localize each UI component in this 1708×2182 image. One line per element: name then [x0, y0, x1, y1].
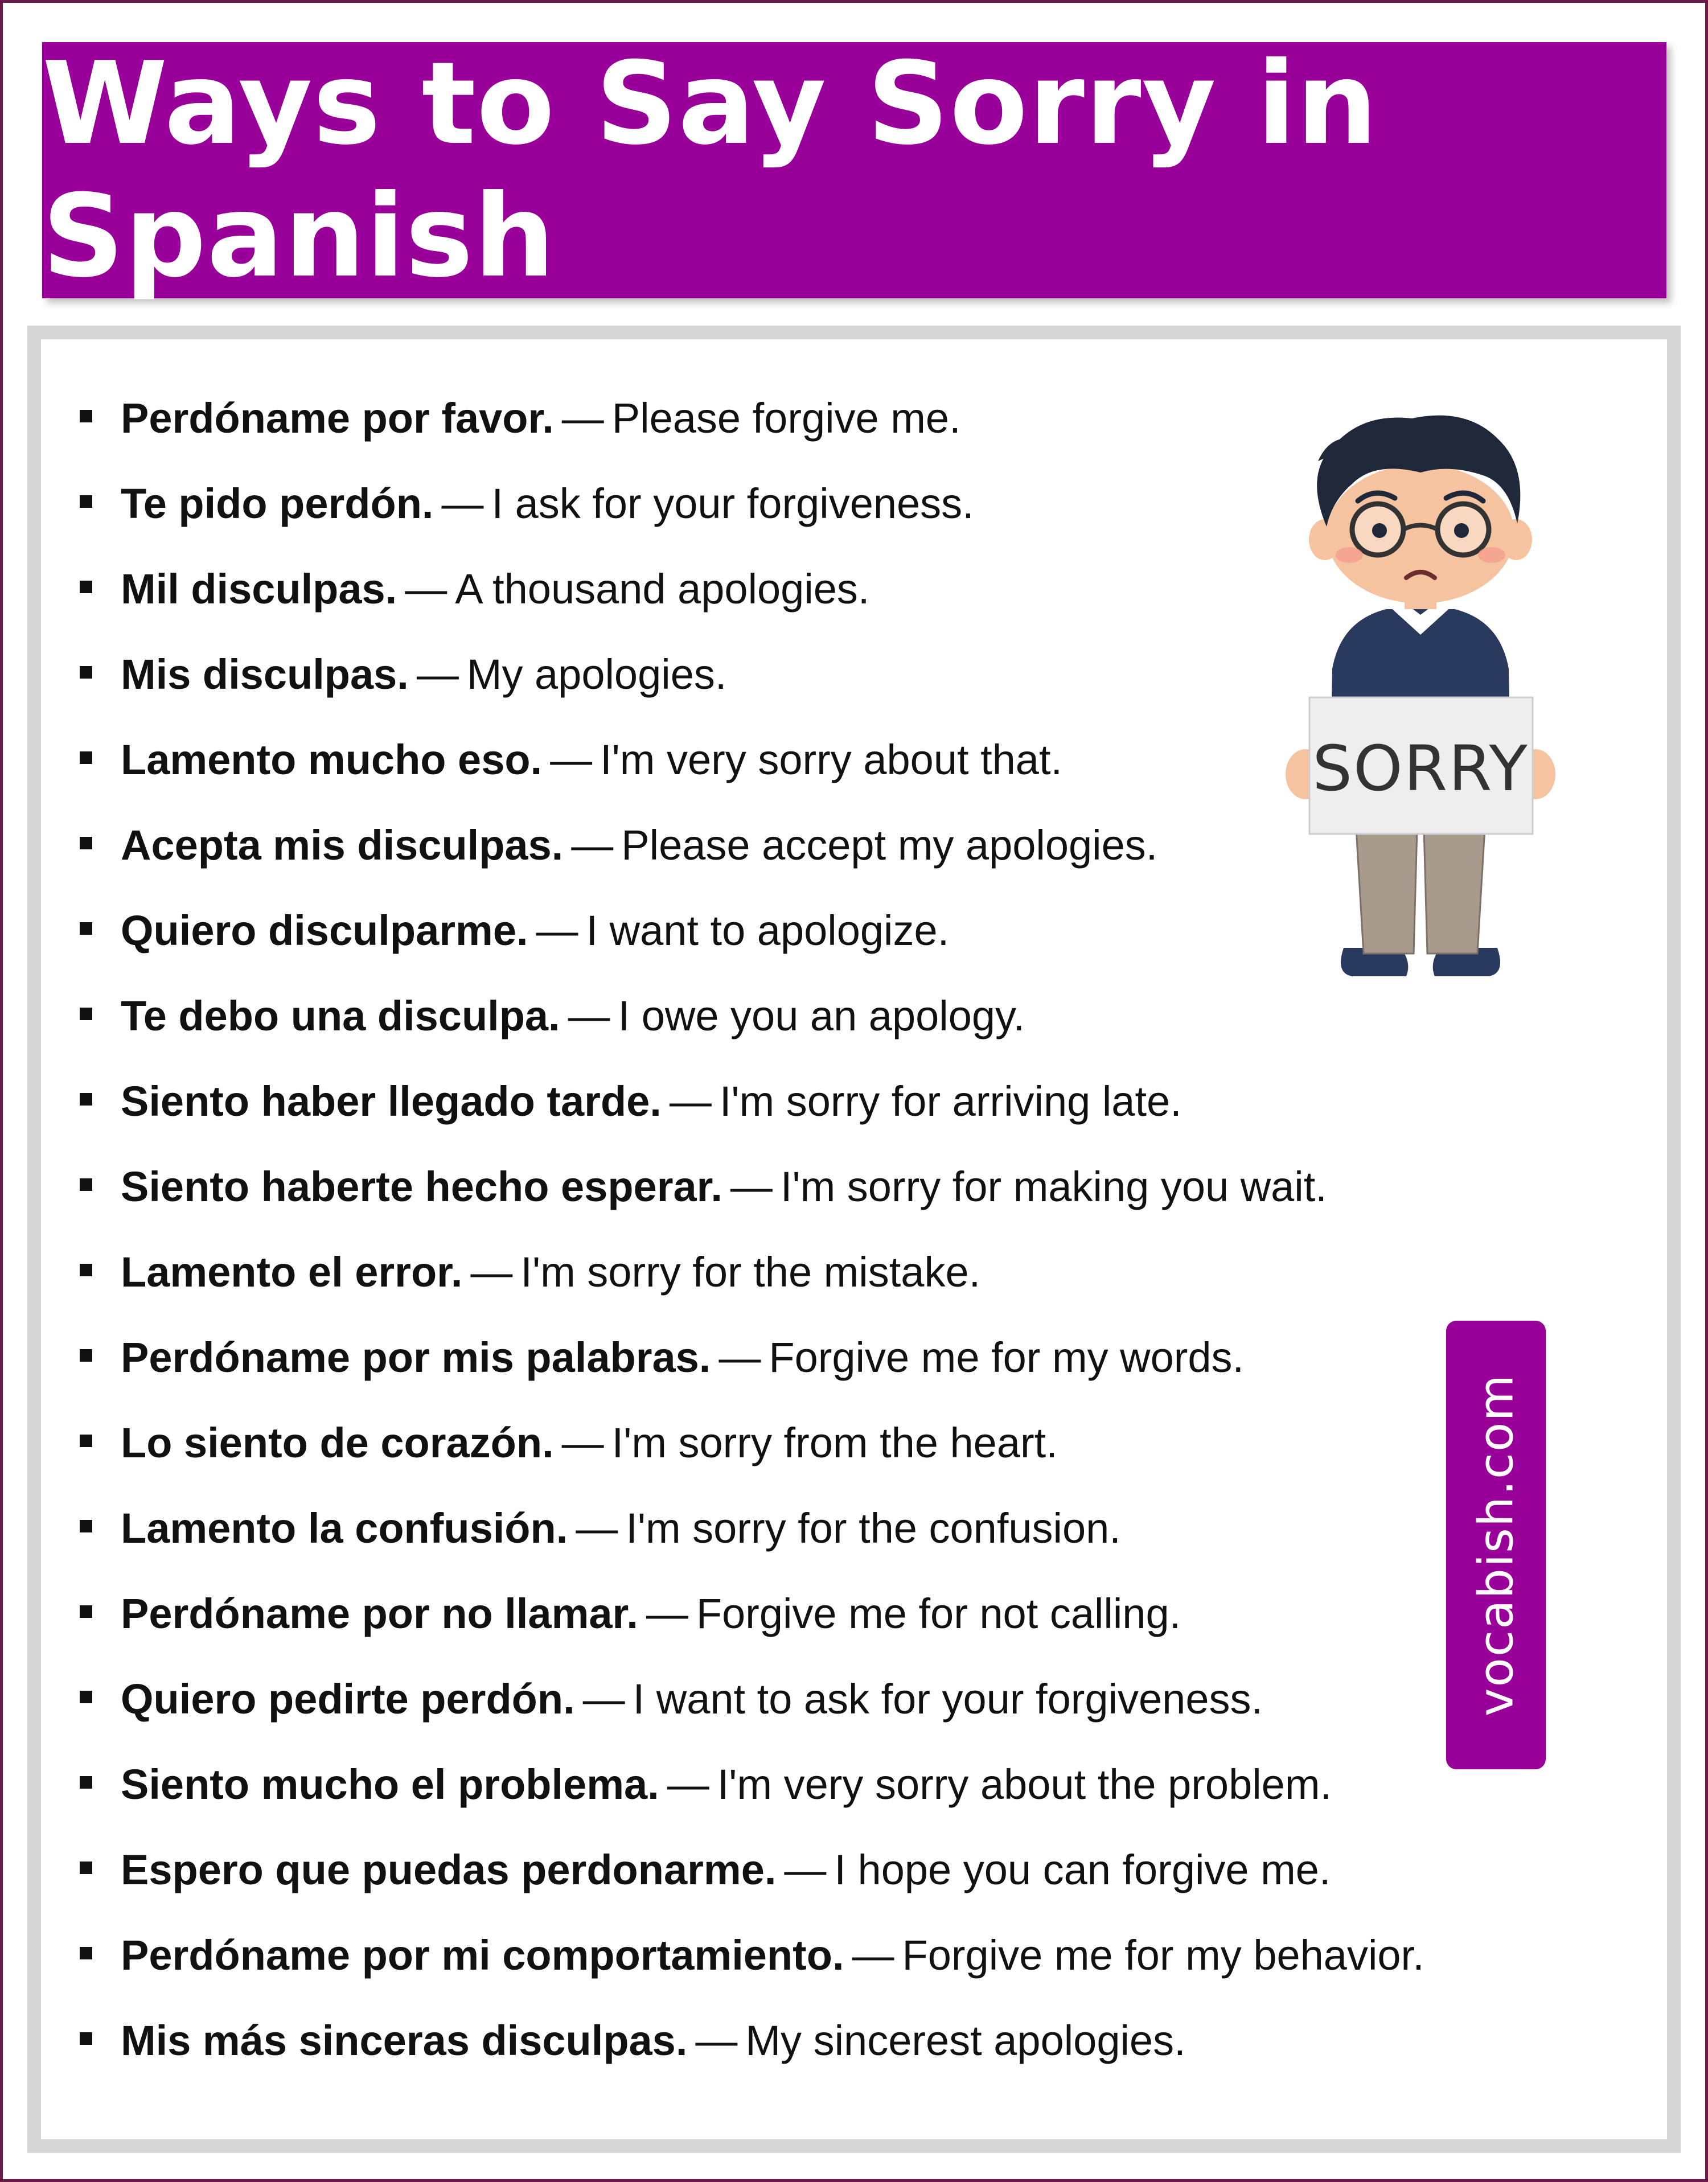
- dash-separator: —: [784, 1846, 827, 1893]
- spanish-phrase: Mis disculpas.: [121, 651, 409, 698]
- bullet-icon: [80, 1435, 92, 1447]
- bullet-icon: [80, 1178, 92, 1191]
- bullet-icon: [80, 1008, 92, 1020]
- spanish-phrase: Lamento mucho eso.: [121, 736, 543, 783]
- bullet-icon: [80, 1264, 92, 1276]
- dash-separator: —: [405, 565, 447, 613]
- spanish-phrase: Te debo una disculpa.: [121, 992, 560, 1039]
- bullet-icon: [80, 837, 92, 849]
- bullet-icon: [80, 1862, 92, 1874]
- list-item: [74, 1749, 1509, 1834]
- dash-separator: —: [561, 395, 604, 442]
- english-translation: Forgive me for my behavior.: [902, 1932, 1424, 1979]
- spanish-phrase: Siento haberte hecho esperar.: [121, 1163, 722, 1210]
- dash-separator: —: [646, 1590, 688, 1637]
- english-translation: I'm sorry for the confusion.: [626, 1505, 1121, 1552]
- dash-separator: —: [536, 907, 578, 954]
- list-item: [74, 1578, 1509, 1663]
- english-translation: I'm sorry from the heart.: [611, 1419, 1058, 1466]
- site-badge: [1446, 1321, 1546, 1769]
- dash-separator: —: [470, 1248, 513, 1296]
- english-translation: I'm very sorry about that.: [600, 736, 1063, 783]
- list-item: [74, 1663, 1509, 1749]
- english-translation: My apologies.: [466, 651, 727, 698]
- english-translation: Forgive me for not calling.: [696, 1590, 1181, 1637]
- english-translation: I want to apologize.: [586, 907, 950, 954]
- bullet-icon: [80, 1349, 92, 1362]
- dash-separator: —: [667, 1761, 709, 1808]
- spanish-phrase: Siento haber llegado tarde.: [121, 1078, 662, 1125]
- english-translation: I hope you can forgive me.: [834, 1846, 1331, 1893]
- english-translation: A thousand apologies.: [455, 565, 870, 613]
- english-translation: I'm sorry for making you wait.: [780, 1163, 1327, 1210]
- dash-separator: —: [695, 2017, 738, 2064]
- site-url: vocabish.com: [1468, 1373, 1524, 1717]
- list-item: [74, 1493, 1509, 1578]
- spanish-phrase: Lo siento de corazón.: [121, 1419, 554, 1466]
- dash-separator: —: [582, 1675, 625, 1723]
- list-item: [74, 1920, 1509, 2005]
- english-translation: I want to ask for your forgiveness.: [633, 1675, 1263, 1723]
- bullet-icon: [80, 1776, 92, 1789]
- dash-separator: —: [730, 1163, 773, 1210]
- title-banner: [42, 38, 1666, 303]
- english-translation: Please forgive me.: [611, 395, 961, 442]
- dash-separator: —: [416, 651, 459, 698]
- english-translation: I ask for your forgiveness.: [491, 480, 974, 527]
- english-translation: Forgive me for my words.: [769, 1334, 1245, 1381]
- sign-text: SORRY: [1312, 732, 1529, 805]
- english-translation: I'm sorry for the mistake.: [520, 1248, 981, 1296]
- dash-separator: —: [441, 480, 484, 527]
- english-translation: I'm very sorry about the problem.: [717, 1761, 1332, 1808]
- english-translation: Please accept my apologies.: [621, 821, 1158, 869]
- spanish-phrase: Lamento el error.: [121, 1248, 463, 1296]
- sorry-boy-illustration: [1278, 410, 1563, 1013]
- dash-separator: —: [550, 736, 593, 783]
- bullet-icon: [80, 1947, 92, 1959]
- boy-figure: [1286, 416, 1555, 976]
- bullet-icon: [80, 666, 92, 679]
- spanish-phrase: Mil disculpas.: [121, 565, 397, 613]
- dash-separator: —: [576, 1505, 618, 1552]
- bullet-icon: [80, 922, 92, 935]
- dash-separator: —: [561, 1419, 604, 1466]
- bullet-icon: [80, 751, 92, 764]
- sorry-sign: [1309, 697, 1533, 834]
- dash-separator: —: [669, 1078, 712, 1125]
- bullet-icon: [80, 1520, 92, 1532]
- dash-separator: —: [718, 1334, 761, 1381]
- spanish-phrase: Espero que puedas perdonarme.: [121, 1846, 777, 1893]
- bullet-icon: [80, 2032, 92, 2045]
- list-item: [74, 1236, 1509, 1322]
- bullet-icon: [80, 581, 92, 593]
- spanish-phrase: Quiero pedirte perdón.: [121, 1675, 575, 1723]
- list-item: [74, 2005, 1509, 2090]
- page-title: Ways to Say Sorry in Spanish: [42, 38, 1378, 303]
- list-item: [74, 1407, 1509, 1493]
- spanish-phrase: Lamento la confusión.: [121, 1505, 568, 1552]
- spanish-phrase: Acepta mis disculpas.: [121, 821, 564, 869]
- spanish-phrase: Perdóname por favor.: [121, 395, 554, 442]
- spanish-phrase: Mis más sinceras disculpas.: [121, 2017, 688, 2064]
- spanish-phrase: Siento mucho el problema.: [121, 1761, 659, 1808]
- dash-separator: —: [568, 992, 610, 1039]
- english-translation: I owe you an apology.: [618, 992, 1025, 1039]
- list-item: [74, 1066, 1509, 1151]
- bullet-icon: [80, 1093, 92, 1106]
- spanish-phrase: Perdóname por mis palabras.: [121, 1334, 711, 1381]
- bullet-icon: [80, 1605, 92, 1618]
- spanish-phrase: Perdóname por no llamar.: [121, 1590, 638, 1637]
- dash-separator: —: [852, 1932, 894, 1979]
- spanish-phrase: Te pido perdón.: [121, 480, 434, 527]
- english-translation: My sincerest apologies.: [745, 2017, 1186, 2064]
- spanish-phrase: Quiero disculparme.: [121, 907, 528, 954]
- list-item: [74, 1322, 1509, 1407]
- bullet-icon: [80, 495, 92, 508]
- spanish-phrase: Perdóname por mi comportamiento.: [121, 1932, 844, 1979]
- list-item: [74, 1834, 1509, 1920]
- dash-separator: —: [571, 821, 614, 869]
- bullet-icon: [80, 1691, 92, 1703]
- list-item: [74, 1151, 1509, 1236]
- english-translation: I'm sorry for arriving late.: [719, 1078, 1182, 1125]
- bullet-icon: [80, 410, 92, 422]
